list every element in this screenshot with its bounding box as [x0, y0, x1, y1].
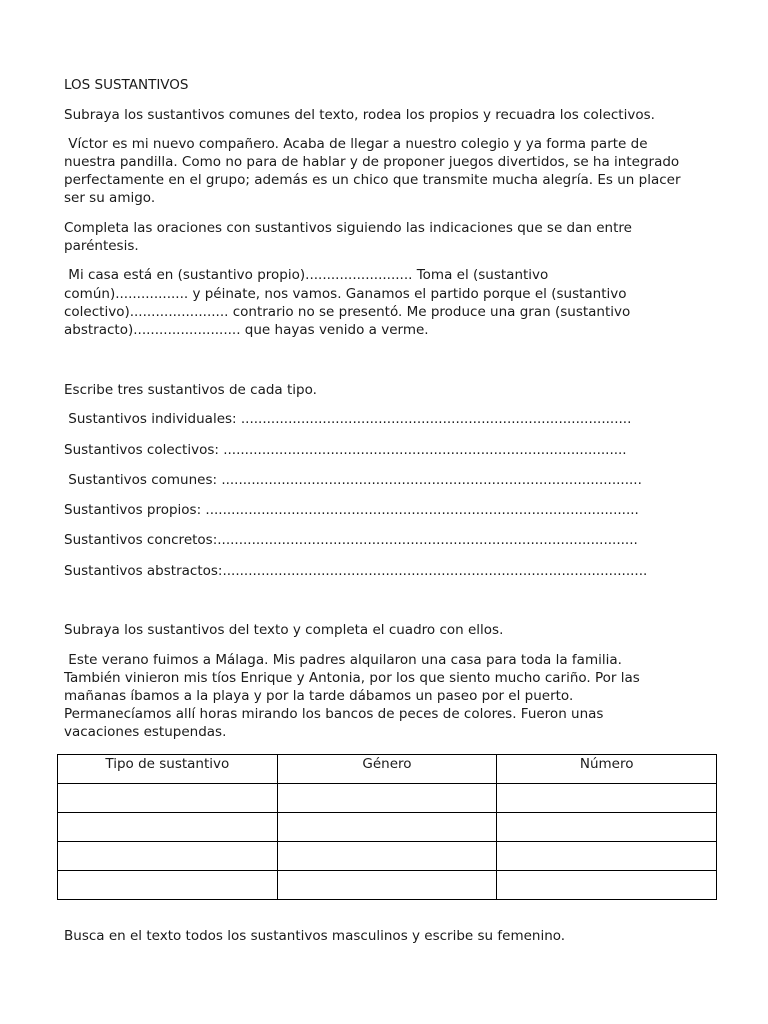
exercise2-text-line: abstracto)......................... que hayas venido a verme.	[64, 322, 429, 338]
table-header-row	[58, 755, 717, 784]
table-row	[58, 784, 717, 813]
exercise3-item-propios: Sustantivos propios: .....................................................................................................	[64, 502, 639, 518]
table-cell	[497, 813, 717, 842]
column-header-numero: Número	[497, 755, 717, 784]
exercise3-instruction: Escribe tres sustantivos de cada tipo.	[64, 382, 317, 398]
exercise3-item-abstractos: Sustantivos abstractos:...................................................................................................	[64, 563, 648, 579]
table-cell	[277, 842, 497, 871]
exercise1-text-line: perfectamente en el grupo; además es un chico que transmite mucha alegría. Es un placer	[64, 172, 681, 188]
table-cell	[58, 871, 278, 900]
table-cell	[497, 871, 717, 900]
exercise4-text-line: Este verano fuimos a Málaga. Mis padres alquilaron una casa para toda la familia.	[64, 652, 622, 668]
exercise2-text-line: colectivo)....................... contrario no se presentó. Me produce una gran (sustantivo	[64, 304, 631, 320]
exercise4-text-line: Permanecíamos allí horas mirando los bancos de peces de colores. Fueron unas	[64, 706, 604, 722]
exercise4-instruction: Subraya los sustantivos del texto y completa el cuadro con ellos.	[64, 622, 504, 638]
exercise1-text-line: ser su amigo.	[64, 190, 156, 206]
exercise3-item-concretos: Sustantivos concretos:..................................................................................................	[64, 532, 638, 548]
table-cell	[277, 784, 497, 813]
exercise4-text-line: vacaciones estupendas.	[64, 724, 227, 740]
exercise2-instruction-line: Completa las oraciones con sustantivos siguiendo las indicaciones que se dan entre	[64, 220, 632, 236]
exercise4-text-line: mañanas íbamos a la playa y por la tarde dábamos un paseo por el puerto.	[64, 688, 574, 704]
exercise1-instruction: Subraya los sustantivos comunes del texto, rodea los propios y recuadra los colectivos.	[64, 107, 655, 123]
exercise3-item-individuales: Sustantivos individuales: ...........................................................................................	[64, 411, 632, 427]
page-title: LOS SUSTANTIVOS	[64, 77, 189, 93]
exercise2-text-line: común)................. y péinate, nos vamos. Ganamos el partido porque el (sustantivo	[64, 286, 627, 302]
table-cell	[58, 784, 278, 813]
exercise3-item-comunes: Sustantivos comunes: ..................................................................................................	[64, 472, 642, 488]
table-cell	[58, 813, 278, 842]
exercise3-item-colectivos: Sustantivos colectivos: ..............................................................................................	[64, 442, 627, 458]
table-cell	[277, 813, 497, 842]
table-cell	[497, 784, 717, 813]
table-body	[58, 784, 717, 900]
exercise1-text-line: Víctor es mi nuevo compañero. Acaba de llegar a nuestro colegio y ya forma parte de	[64, 136, 648, 152]
column-header-tipo: Tipo de sustantivo	[58, 755, 278, 784]
table-row	[58, 842, 717, 871]
noun-classification-table	[57, 754, 717, 900]
exercise4-text-line: También vinieron mis tíos Enrique y Antonia, por los que siento mucho cariño. Por las	[64, 670, 640, 686]
table-row	[58, 813, 717, 842]
column-header-genero: Género	[277, 755, 497, 784]
table-cell	[58, 842, 278, 871]
table-cell	[497, 842, 717, 871]
table-cell	[277, 871, 497, 900]
exercise5-instruction: Busca en el texto todos los sustantivos masculinos y escribe su femenino.	[64, 928, 566, 944]
table-row	[58, 871, 717, 900]
exercise2-text-line: Mi casa está en (sustantivo propio)......................... Toma el (sustantivo	[64, 267, 549, 283]
exercise1-text-line: nuestra pandilla. Como no para de hablar y de proponer juegos divertidos, se ha integrado	[64, 154, 680, 170]
exercise2-instruction-line: paréntesis.	[64, 238, 139, 254]
